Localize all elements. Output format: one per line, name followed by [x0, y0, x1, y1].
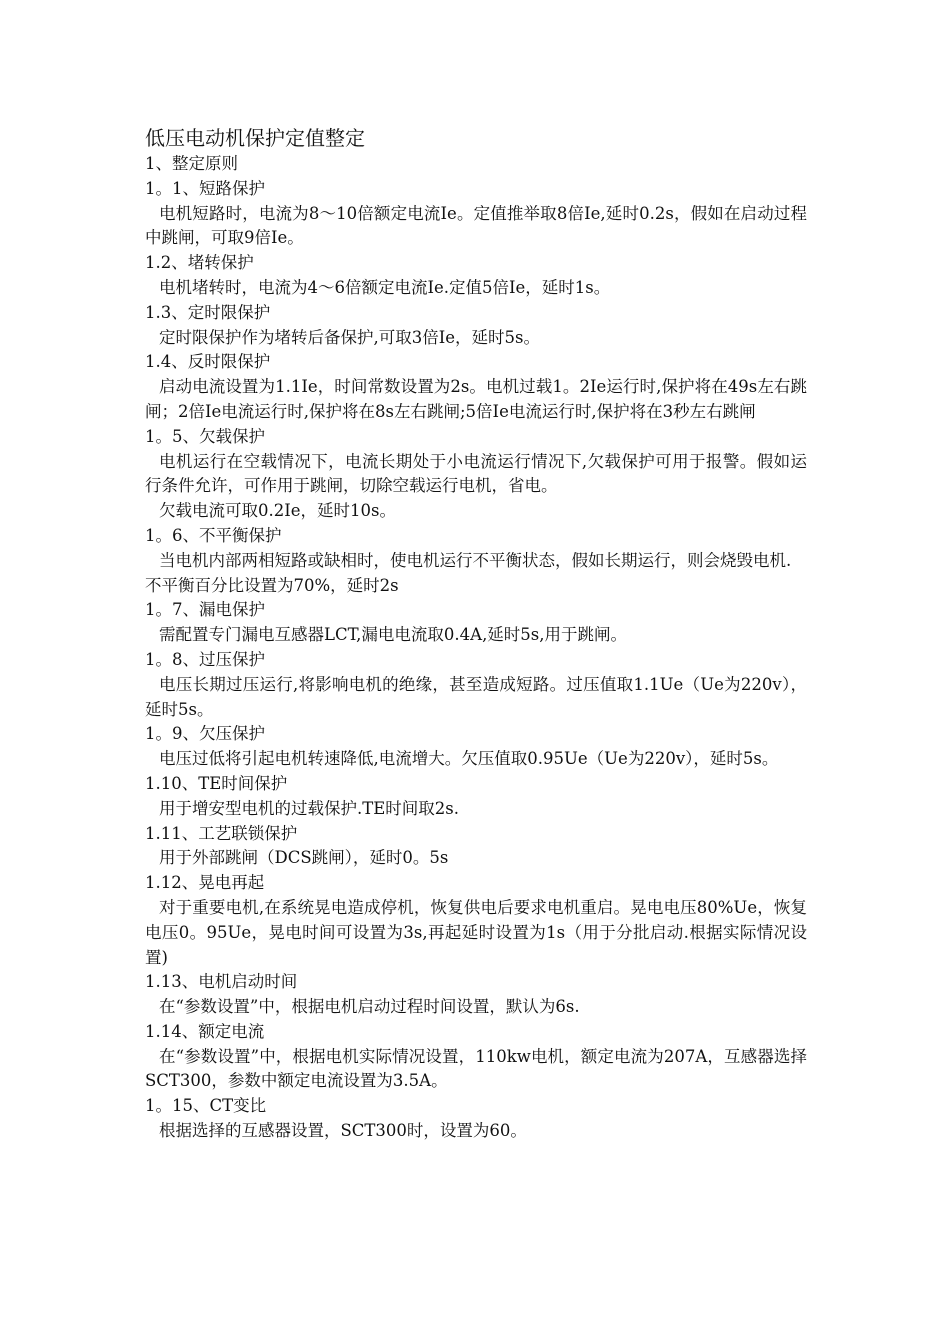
section-heading: 1、整定原则: [145, 154, 238, 173]
section-heading: 1.14、额定电流: [145, 1021, 265, 1041]
paragraph: 根据选择的互感器设置，SCT300时，设置为60。: [159, 1121, 527, 1141]
section-heading: 1.12、晃电再起: [145, 873, 265, 893]
section-heading: 1.10、TE时间保护: [145, 773, 288, 793]
section-heading: 1。6、不平衡保护: [145, 525, 282, 545]
paragraph: 电压长期过压运行,将影响电机的绝缘，甚至造成短路。过压值取1.1Ue（Ue为220v），延时5s。: [145, 674, 807, 719]
section-heading: 1。1、短路保护: [145, 178, 265, 198]
section-heading: 1.3、定时限保护: [145, 302, 271, 322]
document-body: [145, 152, 807, 1144]
paragraph: 电机运行在空载情况下，电流长期处于小电流运行情况下,欠载保护可用于报警。假如运行条件允许，可作用于跳闸，切除空载运行电机，省电。: [145, 451, 807, 496]
paragraph: 在“参数设置”中，根据电机启动过程时间设置，默认为6s.: [159, 997, 580, 1017]
paragraph: 欠载电流可取0.2Ie，延时10s。: [159, 501, 396, 521]
section-heading: 1.13、电机启动时间: [145, 972, 298, 992]
paragraph: 电机堵转时，电流为4～6倍额定电流Ie.定值5倍Ie，延时1s。: [159, 277, 611, 297]
paragraph: 用于增安型电机的过载保护.TE时间取2s.: [159, 798, 460, 818]
section-heading: 1。5、欠载保护: [145, 426, 265, 446]
section-heading: 1.4、反时限保护: [145, 352, 271, 372]
section-heading: 1.11、工艺联锁保护: [145, 823, 298, 843]
section-heading: 1。7、漏电保护: [145, 600, 265, 620]
section-heading: 1。9、欠压保护: [145, 724, 265, 744]
paragraph: 定时限保护作为堵转后备保护,可取3倍Ie，延时5s。: [159, 327, 540, 347]
document-page: [145, 124, 807, 1144]
paragraph: 在“参数设置”中，根据电机实际情况设置，110kw电机，额定电流为207A，互感器选择SCT300，参数中额定电流设置为3.5A。: [145, 1046, 807, 1091]
section-heading: 1。15、CT变比: [145, 1096, 267, 1116]
document-title: 低压电动机保护定值整定: [145, 126, 365, 150]
paragraph: 当电机内部两相短路或缺相时，使电机运行不平衡状态，假如长期运行，则会烧毁电机.: [159, 550, 792, 570]
paragraph: 电压过低将引起电机转速降低,电流增大。欠压值取0.95Ue（Ue为220v），延时5s。: [159, 749, 779, 769]
paragraph: 用于外部跳闸（DCS跳闸），延时0。5s: [159, 848, 449, 868]
paragraph: 需配置专门漏电互感器LCT,漏电电流取0.4A,延时5s,用于跳闸。: [159, 625, 628, 645]
paragraph: 对于重要电机,在系统晃电造成停机，恢复供电后要求电机重启。晃电电压80%Ue，恢复电压0。95Ue，晃电时间可设置为3s,再起延时设置为1s（用于分批启动.根据实际情况设置): [145, 897, 807, 967]
section-heading: 1。8、过压保护: [145, 649, 265, 669]
section-heading: 1.2、堵转保护: [145, 253, 254, 273]
paragraph: 不平衡百分比设置为70%，延时2s: [145, 575, 399, 595]
paragraph: 启动电流设置为1.1Ie，时间常数设置为2s。电机过载1。2Ie运行时,保护将在49s左右跳闸；2倍Ie电流运行时,保护将在8s左右跳闸;5倍Ie电流运行时,保护将在3秒左右跳闸: [145, 377, 807, 421]
paragraph: 电机短路时，电流为8～10倍额定电流Ie。定值推举取8倍Ie,延时0.2s，假如在启动过程中跳闸，可取9倍Ie。: [145, 203, 807, 248]
